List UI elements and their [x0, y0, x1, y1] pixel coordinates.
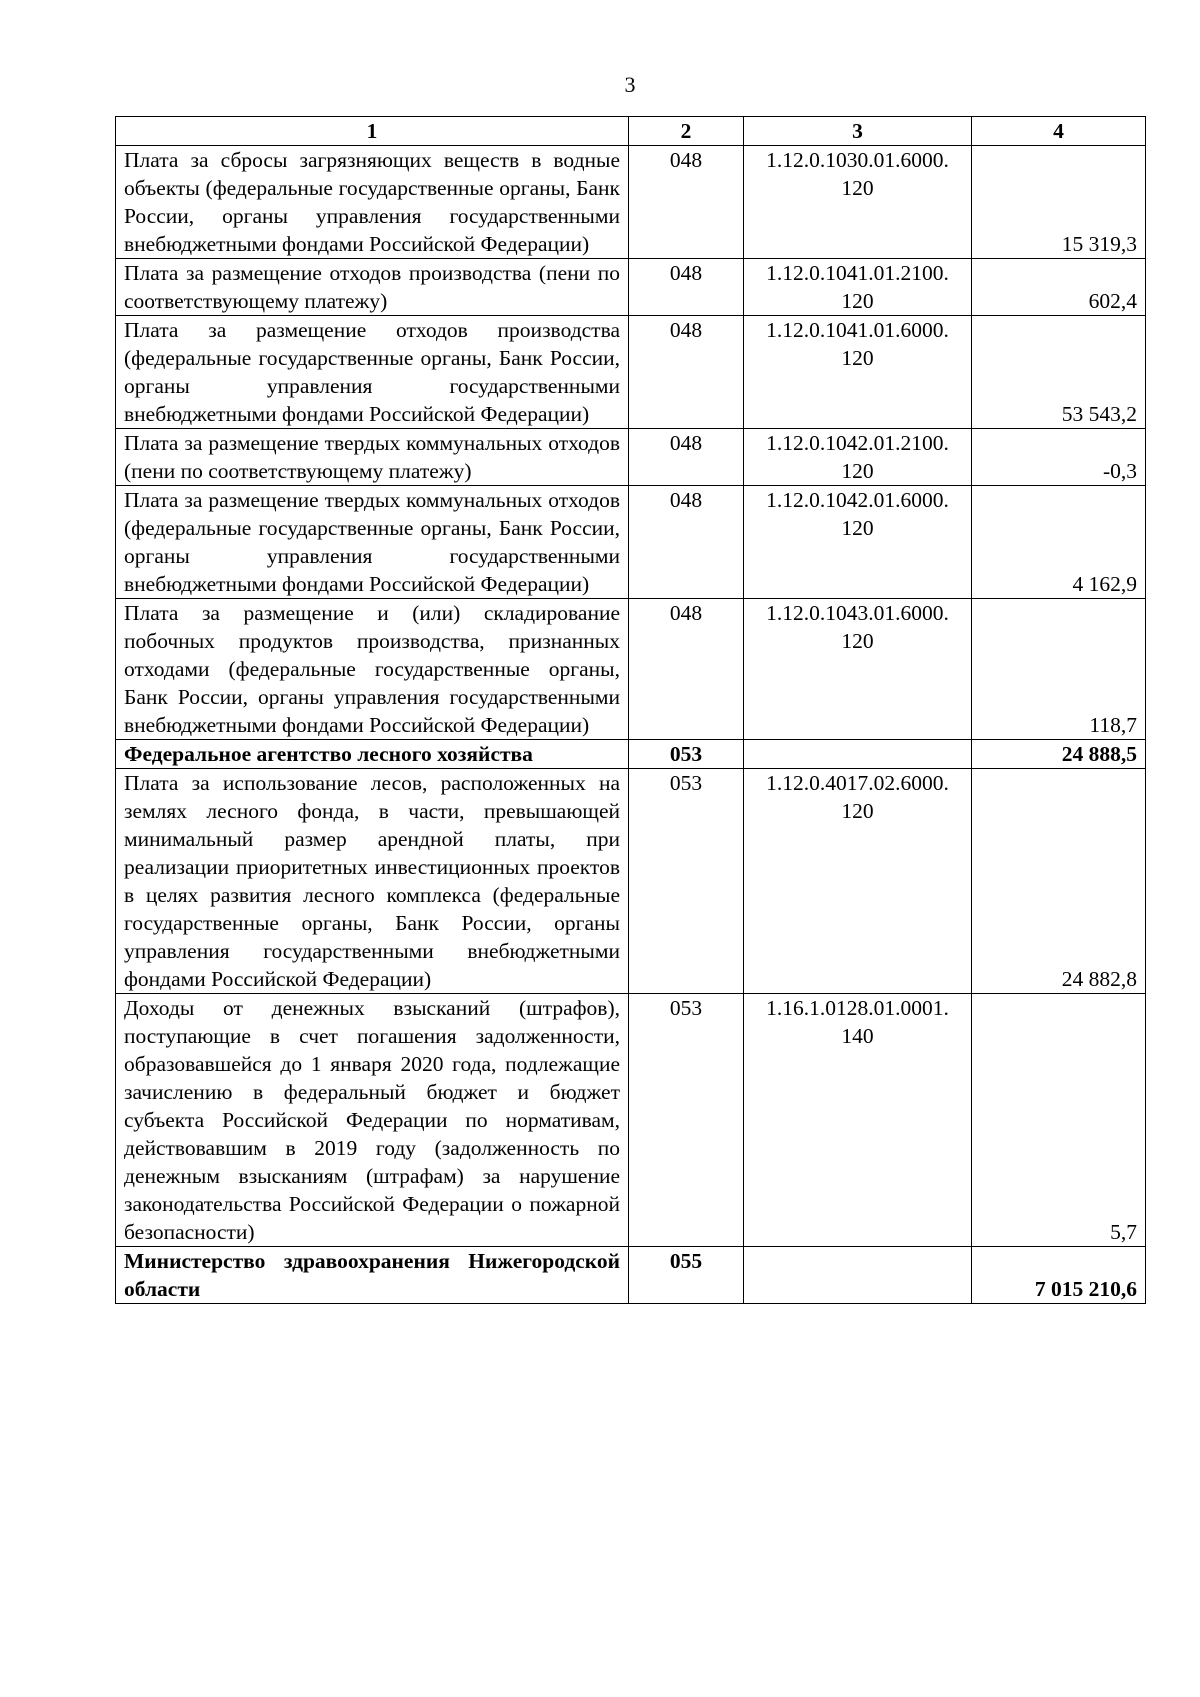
classification-code-cell: [744, 146, 972, 259]
column-header-1: 1: [116, 117, 629, 146]
classification-code-suffix: 120: [841, 289, 874, 313]
classification-code-main: 1.12.0.1042.01.6000.: [766, 488, 949, 512]
admin-code-cell: 048: [629, 486, 744, 599]
column-header-2: 2: [629, 117, 744, 146]
classification-code-main: 1.12.0.1043.01.6000.: [766, 601, 949, 625]
classification-code-main: 1.12.0.1042.01.2100.: [766, 431, 949, 455]
classification-code-main: 1.16.1.0128.01.0001.: [766, 996, 949, 1020]
amount-cell: -0,3: [972, 429, 1146, 486]
amount-cell: 5,7: [972, 994, 1146, 1247]
classification-code-main: 1.12.0.1030.01.6000.: [766, 148, 949, 172]
table-row: [116, 146, 1146, 259]
table-row: [116, 316, 1146, 429]
classification-code-main: 1.12.0.4017.02.6000.: [766, 771, 949, 795]
classification-code-cell: [744, 486, 972, 599]
table-body: [116, 146, 1146, 1304]
classification-code-suffix: 120: [841, 516, 874, 540]
revenue-name-cell: Плата за использование лесов, расположенных на землях лесного фонда, в части, превышающей минимальный размер арендной платы, при реализации приоритетных инвестиционных проектов в целях развития лесного комплекса (федеральные государственные органы, Банк России, органы управления государственными внебюджетными фондами Российской Федерации): [116, 769, 629, 994]
classification-code-cell: [744, 316, 972, 429]
table-row: [116, 486, 1146, 599]
column-header-3: 3: [744, 117, 972, 146]
revenue-name-cell: Плата за размещение отходов производства (пени по соответствующему платежу): [116, 259, 629, 316]
classification-code-cell: [744, 994, 972, 1247]
revenue-name-cell: Доходы от денежных взысканий (штрафов), поступающие в счет погашения задолженности, образовавшейся до 1 января 2020 года, подлежащие зачислению в федеральный бюджет и бюджет субъекта Российской Федерации по нормативам, действовавшим в 2019 году (задолженность по денежным взысканиям (штрафам) за нарушение законодательства Российской Федерации о пожарной безопасности): [116, 994, 629, 1247]
revenue-name-cell: Плата за сбросы загрязняющих веществ в водные объекты (федеральные государственные органы, Банк России, органы управления государственными внебюджетными фондами Российской Федерации): [116, 146, 629, 259]
classification-code-cell: [744, 429, 972, 486]
classification-code-cell: [744, 740, 972, 769]
amount-cell: 118,7: [972, 599, 1146, 740]
revenue-name-cell: Плата за размещение твердых коммунальных отходов (федеральные государственные органы, Банк России, органы управления государственными внебюджетными фондами Российской Федерации): [116, 486, 629, 599]
revenue-name-cell: Плата за размещение отходов производства (федеральные государственные органы, Банк России, органы управления государственными внебюджетными фондами Российской Федерации): [116, 316, 629, 429]
revenue-table: [115, 116, 1146, 1304]
classification-code-suffix: 120: [841, 799, 874, 823]
table-row: [116, 994, 1146, 1247]
classification-code-cell: [744, 1247, 972, 1304]
admin-code-cell: 048: [629, 599, 744, 740]
classification-code-suffix: 120: [841, 176, 874, 200]
table-row: [116, 599, 1146, 740]
table-header-row: [116, 117, 1146, 146]
revenue-name-cell: Плата за размещение и (или) складирование побочных продуктов производства, признанных отходами (федеральные государственные органы, Банк России, органы управления государственными внебюджетными фондами Российской Федерации): [116, 599, 629, 740]
classification-code-main: 1.12.0.1041.01.2100.: [766, 261, 949, 285]
classification-code-suffix: 120: [841, 346, 874, 370]
page-number: 3: [624, 72, 636, 97]
amount-cell: 4 162,9: [972, 486, 1146, 599]
classification-code-cell: [744, 769, 972, 994]
admin-code-cell: 048: [629, 259, 744, 316]
admin-code-cell: 053: [629, 994, 744, 1247]
admin-code-cell: 048: [629, 146, 744, 259]
amount-cell: 53 543,2: [972, 316, 1146, 429]
amount-cell: 24 888,5: [972, 740, 1146, 769]
admin-code-cell: 055: [629, 1247, 744, 1304]
admin-code-cell: 053: [629, 769, 744, 994]
admin-code-cell: 048: [629, 316, 744, 429]
classification-code-main: 1.12.0.1041.01.6000.: [766, 318, 949, 342]
revenue-name-cell: Федеральное агентство лесного хозяйства: [116, 740, 629, 769]
classification-code-suffix: 140: [841, 1024, 874, 1048]
classification-code-cell: [744, 599, 972, 740]
revenue-name-cell: Плата за размещение твердых коммунальных отходов (пени по соответствующему платежу): [116, 429, 629, 486]
amount-cell: 7 015 210,6: [972, 1247, 1146, 1304]
admin-code-cell: 048: [629, 429, 744, 486]
classification-code-suffix: 120: [841, 629, 874, 653]
table-row: [116, 259, 1146, 316]
amount-cell: 602,4: [972, 259, 1146, 316]
column-header-4: 4: [972, 117, 1146, 146]
admin-code-cell: 053: [629, 740, 744, 769]
table-row: [116, 429, 1146, 486]
amount-cell: 15 319,3: [972, 146, 1146, 259]
table-row: [116, 740, 1146, 769]
classification-code-suffix: 120: [841, 459, 874, 483]
revenue-name-cell: Министерство здравоохранения Нижегородской области: [116, 1247, 629, 1304]
table-row: [116, 1247, 1146, 1304]
amount-cell: 24 882,8: [972, 769, 1146, 994]
classification-code-cell: [744, 259, 972, 316]
table-row: [116, 769, 1146, 994]
